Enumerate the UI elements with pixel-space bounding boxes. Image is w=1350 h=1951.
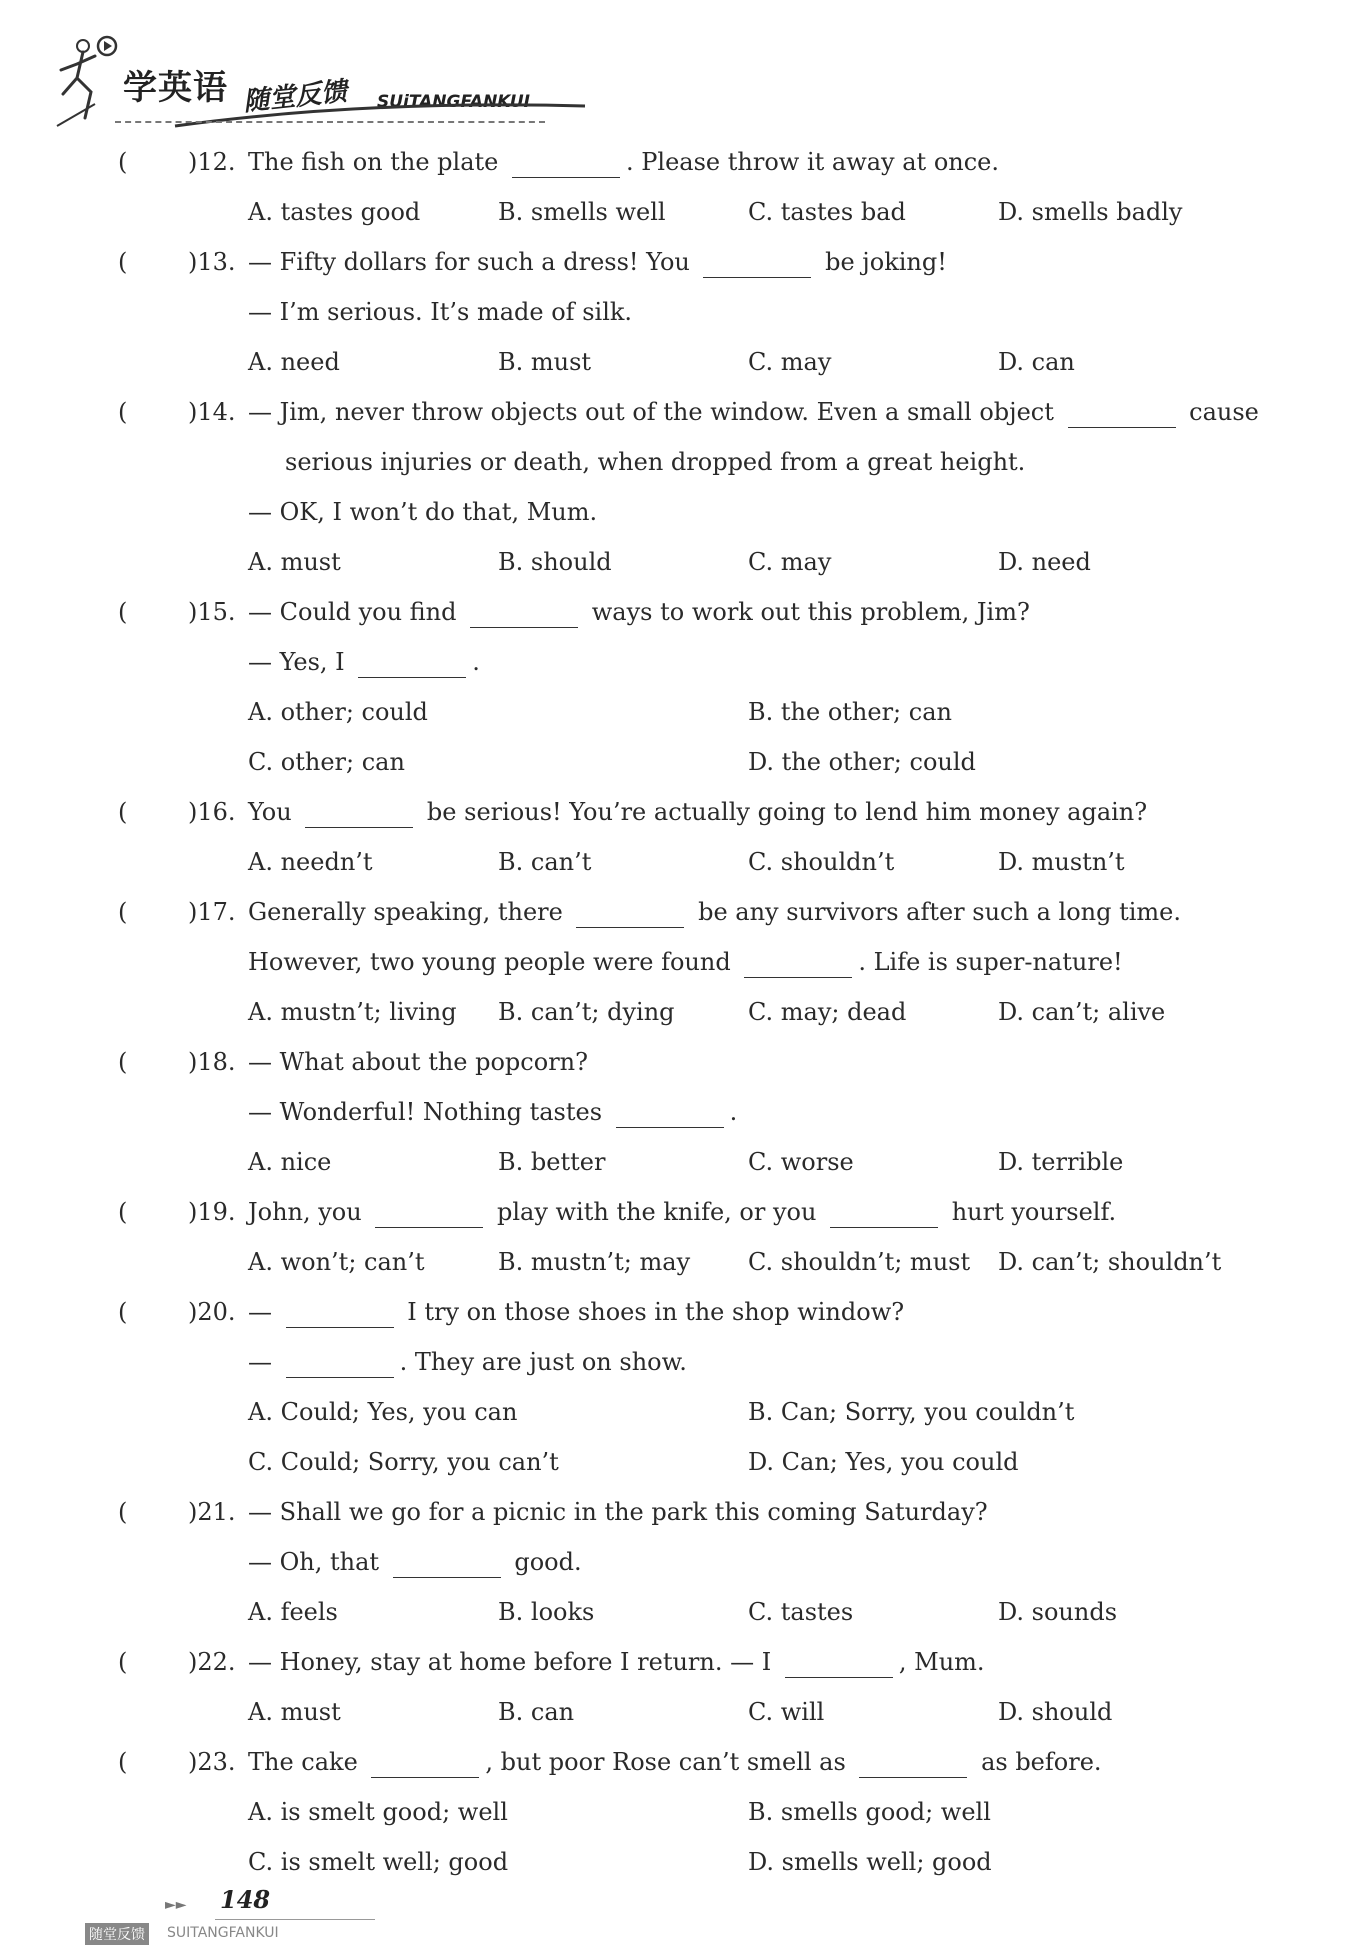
question-text-segment: . They are just on show. [399, 1348, 687, 1376]
question-text-segment: However, two young people were found [248, 948, 739, 976]
options-row [0, 187, 1350, 237]
answer-blank[interactable] [512, 147, 620, 178]
option-choice[interactable]: D. can [998, 348, 1075, 376]
question-text-segment: , but poor Rose can’t smell as [485, 1748, 854, 1776]
question-text-segment: be any survivors after such a long time. [690, 898, 1181, 926]
question-text-segment: . Life is super-nature! [858, 948, 1123, 976]
question-text-segment: — [248, 1348, 280, 1376]
answer-blank[interactable] [286, 1297, 394, 1328]
question-line [0, 1287, 1350, 1337]
option-choice[interactable]: A. feels [248, 1598, 338, 1626]
question-text [248, 137, 1260, 187]
options-row [0, 337, 1350, 387]
question-text [248, 937, 1260, 987]
option-choice[interactable]: B. mustn’t; may [498, 1248, 691, 1276]
answer-parenthesis[interactable]: ( [118, 398, 128, 426]
question-number: )23. [188, 1748, 236, 1776]
question-number: )14. [188, 398, 236, 426]
option-choice[interactable]: C. tastes [748, 1598, 854, 1626]
option-choice[interactable]: D. Can; Yes, you could [748, 1448, 1019, 1476]
question-text-segment: — Jim, never throw objects out of the window. Even a small object [248, 398, 1062, 426]
header-title-cn: 学英语 [123, 68, 228, 108]
answer-blank[interactable] [830, 1197, 938, 1228]
question [0, 587, 1350, 787]
question [0, 1187, 1350, 1287]
option-choice[interactable]: C. is smelt well; good [248, 1848, 509, 1876]
question-line [0, 1537, 1350, 1587]
header-title-en: SUiTANGFANKUI [377, 92, 530, 112]
header-swoosh-icon [165, 98, 595, 128]
question-line [0, 787, 1350, 837]
question-text [248, 1537, 1260, 1587]
options-row [0, 1587, 1350, 1637]
question-text [248, 237, 1260, 287]
question-text-segment: — Oh, that [248, 1548, 387, 1576]
question-text [248, 887, 1260, 937]
question-number: )13. [188, 248, 236, 276]
option-choice[interactable]: B. looks [498, 1598, 595, 1626]
question-text-segment: — I’m serious. It’s made of silk. [248, 298, 633, 326]
answer-parenthesis[interactable]: ( [118, 1748, 128, 1776]
question [0, 1637, 1350, 1737]
question-text-segment: serious injuries or death, when dropped from a great height. [285, 448, 1026, 476]
answer-parenthesis[interactable]: ( [118, 1498, 128, 1526]
options-row [0, 737, 1350, 787]
question-text-segment: The cake [248, 1748, 366, 1776]
question-text-segment: Generally speaking, there [248, 898, 571, 926]
option-choice[interactable]: C. may; dead [748, 998, 907, 1026]
option-choice[interactable]: B. can’t; dying [498, 998, 675, 1026]
option-choice[interactable]: D. should [998, 1698, 1113, 1726]
question [0, 237, 1350, 387]
header-divider [115, 121, 545, 123]
options-row [0, 837, 1350, 887]
options-row [0, 687, 1350, 737]
option-choice[interactable]: D. smells well; good [748, 1848, 992, 1876]
page-number: 148 [220, 1885, 271, 1914]
question-text [248, 1187, 1260, 1237]
answer-parenthesis[interactable]: ( [118, 798, 128, 826]
answer-parenthesis[interactable]: ( [118, 148, 128, 176]
options-row [0, 1237, 1350, 1287]
answer-parenthesis[interactable]: ( [118, 1048, 128, 1076]
answer-blank[interactable] [358, 647, 466, 678]
question-line [0, 587, 1350, 637]
question-text-segment: — Fifty dollars for such a dress! You [248, 248, 698, 276]
option-choice[interactable]: C. Could; Sorry, you can’t [248, 1448, 559, 1476]
answer-blank[interactable] [859, 1747, 967, 1778]
option-choice[interactable]: B. must [498, 348, 592, 376]
question-line [0, 137, 1350, 187]
question-text [248, 487, 1260, 537]
question-text-segment: as before. [973, 1748, 1102, 1776]
question-line [0, 1187, 1350, 1237]
question-text-segment: — Honey, stay at home before I return. — I [248, 1648, 779, 1676]
option-choice[interactable]: A. is smelt good; well [248, 1798, 508, 1826]
question-number: )20. [188, 1298, 236, 1326]
option-choice[interactable]: A. tastes good [248, 198, 421, 226]
question-text [248, 1087, 1260, 1137]
option-choice[interactable]: C. will [748, 1698, 825, 1726]
question-text-segment: be joking! [817, 248, 947, 276]
question-text [248, 1037, 1260, 1087]
answer-blank[interactable] [375, 1197, 483, 1228]
answer-parenthesis[interactable]: ( [118, 1648, 128, 1676]
question-text-segment: John, you [248, 1198, 370, 1226]
question-text-segment: . [472, 648, 480, 676]
option-choice[interactable]: D. can’t; alive [998, 998, 1166, 1026]
question [0, 887, 1350, 1037]
question-text [248, 1737, 1260, 1787]
answer-blank[interactable] [703, 247, 811, 278]
question [0, 1037, 1350, 1187]
question-text [248, 287, 1260, 337]
question-text [248, 587, 1260, 637]
option-choice[interactable]: A. need [248, 348, 340, 376]
question [0, 1287, 1350, 1487]
options-row [0, 987, 1350, 1037]
question-text-segment: . [729, 1098, 738, 1126]
option-choice[interactable]: B. smells well [498, 198, 666, 226]
question-text-segment: — OK, I won’t do that, Mum. [248, 498, 598, 526]
option-choice[interactable]: A. Could; Yes, you can [248, 1398, 518, 1426]
answer-parenthesis[interactable]: ( [118, 898, 128, 926]
answer-blank[interactable] [616, 1097, 724, 1128]
question-text [248, 1487, 1260, 1537]
question-line [0, 1337, 1350, 1387]
option-choice[interactable]: B. Can; Sorry, you couldn’t [748, 1398, 1075, 1426]
option-choice[interactable]: C. may [748, 548, 832, 576]
question-line [0, 1087, 1350, 1137]
option-choice[interactable]: C. worse [748, 1148, 854, 1176]
question [0, 1737, 1350, 1887]
footer-rule [215, 1919, 375, 1920]
page-footer [85, 1885, 385, 1945]
question-number: )21. [188, 1498, 236, 1526]
option-choice[interactable]: A. needn’t [248, 848, 373, 876]
question-line [0, 1737, 1350, 1787]
option-choice[interactable]: D. the other; could [748, 748, 976, 776]
footer-tag-cn: 随堂反馈 [85, 1923, 149, 1945]
question-text-segment: — Could you find [248, 598, 465, 626]
question-line [0, 1487, 1350, 1537]
answer-parenthesis[interactable]: ( [118, 1298, 128, 1326]
option-choice[interactable]: C. tastes bad [748, 198, 906, 226]
options-row [0, 1137, 1350, 1187]
question-number: )16. [188, 798, 236, 826]
option-choice[interactable]: D. smells badly [998, 198, 1183, 226]
question-line [0, 637, 1350, 687]
option-choice[interactable]: B. should [498, 548, 612, 576]
answer-blank[interactable] [371, 1747, 479, 1778]
option-choice[interactable]: C. may [748, 348, 832, 376]
question-text-segment: be serious! You’re actually going to lend him money again? [419, 798, 1148, 826]
question-text-segment: — Shall we go for a picnic in the park this coming Saturday? [248, 1498, 988, 1526]
question-text [248, 637, 1260, 687]
option-choice[interactable]: B. the other; can [748, 698, 952, 726]
footer-tag-en: SUITANGFANKUI [167, 1925, 279, 1941]
answer-parenthesis[interactable]: ( [118, 1198, 128, 1226]
answer-blank[interactable] [393, 1547, 501, 1578]
question-text-segment: I try on those shoes in the shop window? [399, 1298, 905, 1326]
answer-blank[interactable] [576, 897, 684, 928]
question-text [248, 1337, 1260, 1387]
answer-blank[interactable] [305, 797, 413, 828]
question [0, 387, 1350, 587]
option-choice[interactable]: A. must [248, 548, 341, 576]
options-row [0, 1837, 1350, 1887]
question-text [285, 437, 1260, 487]
question-text-segment: . Please throw it away at once. [626, 148, 999, 176]
question-line [0, 887, 1350, 937]
question-text [248, 387, 1260, 437]
question-text-segment: — [248, 1298, 280, 1326]
options-row [0, 1687, 1350, 1737]
header-title-handwritten: 随堂反馈 [241, 76, 349, 118]
question-text [248, 1637, 1260, 1687]
question-text-segment: , Mum. [898, 1648, 985, 1676]
option-choice[interactable]: D. mustn’t [998, 848, 1125, 876]
option-choice[interactable]: C. shouldn’t; must [748, 1248, 971, 1276]
question-number: )15. [188, 598, 236, 626]
options-row [0, 1787, 1350, 1837]
option-choice[interactable]: D. need [998, 548, 1091, 576]
answer-blank[interactable] [470, 597, 578, 628]
question-text [248, 787, 1260, 837]
option-choice[interactable]: B. better [498, 1148, 606, 1176]
answer-blank[interactable] [744, 947, 852, 978]
question-text-segment: play with the knife, or you [489, 1198, 825, 1226]
answer-parenthesis[interactable]: ( [118, 248, 128, 276]
options-row [0, 1437, 1350, 1487]
question-line [0, 1037, 1350, 1087]
option-choice[interactable]: C. other; can [248, 748, 405, 776]
question-number: )18. [188, 1048, 236, 1076]
option-choice[interactable]: A. won’t; can’t [248, 1248, 425, 1276]
answer-blank[interactable] [785, 1647, 893, 1678]
option-choice[interactable]: D. can’t; shouldn’t [998, 1248, 1222, 1276]
option-choice[interactable]: B. can’t [498, 848, 592, 876]
question-text-segment: cause [1181, 398, 1259, 426]
options-row [0, 537, 1350, 587]
option-choice[interactable]: A. must [248, 1698, 341, 1726]
option-choice[interactable]: A. nice [248, 1148, 332, 1176]
question-number: )17. [188, 898, 236, 926]
question-text-segment: — Yes, I [248, 648, 353, 676]
question-number: )19. [188, 1198, 236, 1226]
option-choice[interactable]: B. smells good; well [748, 1798, 991, 1826]
option-choice[interactable]: D. sounds [998, 1598, 1118, 1626]
option-choice[interactable]: A. other; could [248, 698, 428, 726]
question-line [0, 237, 1350, 287]
question-line [0, 437, 1350, 487]
options-row [0, 1387, 1350, 1437]
answer-blank[interactable] [1068, 397, 1176, 428]
arrows-icon: ►► [165, 1897, 187, 1913]
question [0, 787, 1350, 887]
question-text-segment: — What about the popcorn? [248, 1048, 588, 1076]
question-line [0, 487, 1350, 537]
question-text-segment: — Wonderful! Nothing tastes [248, 1098, 610, 1126]
question-text-segment: ways to work out this problem, Jim? [584, 598, 1030, 626]
answer-blank[interactable] [286, 1347, 394, 1378]
question [0, 1487, 1350, 1637]
question-text-segment: The fish on the plate [248, 148, 506, 176]
question-text [248, 1287, 1260, 1337]
question-line [0, 937, 1350, 987]
option-choice[interactable]: C. shouldn’t [748, 848, 895, 876]
question-line [0, 387, 1350, 437]
option-choice[interactable]: D. terrible [998, 1148, 1124, 1176]
question-text-segment: good. [506, 1548, 582, 1576]
question-line [0, 287, 1350, 337]
question-text-segment: hurt yourself. [944, 1198, 1117, 1226]
question-number: )12. [188, 148, 236, 176]
question-text-segment: You [248, 798, 300, 826]
question [0, 137, 1350, 237]
answer-parenthesis[interactable]: ( [118, 598, 128, 626]
question-line [0, 1637, 1350, 1687]
page-header [55, 28, 575, 133]
question-number: )22. [188, 1648, 236, 1676]
option-choice[interactable]: A. mustn’t; living [248, 998, 457, 1026]
option-choice[interactable]: B. can [498, 1698, 575, 1726]
question-list [0, 137, 1350, 1887]
